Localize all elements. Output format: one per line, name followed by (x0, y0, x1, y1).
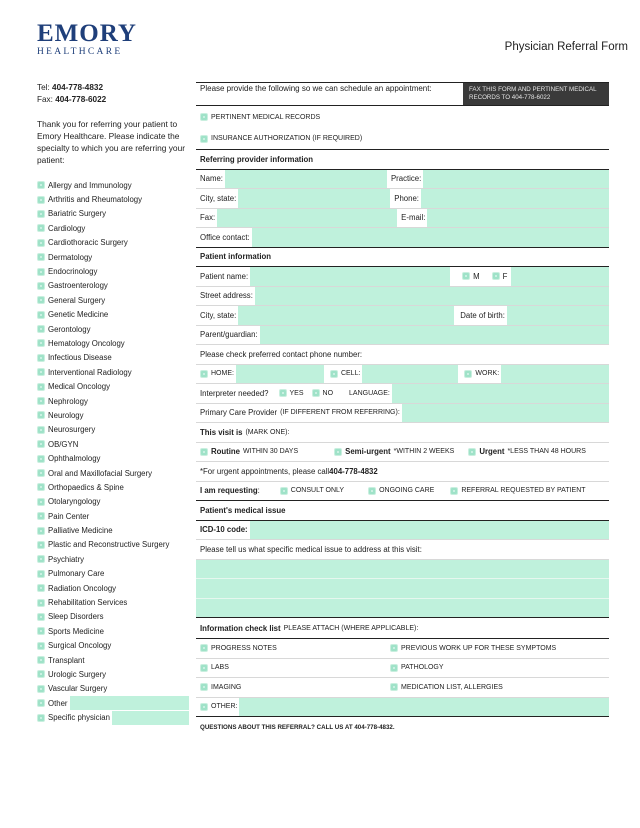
specialty-checkbox[interactable] (37, 555, 45, 563)
specialty-item[interactable] (37, 279, 189, 293)
specialty-item[interactable] (37, 207, 189, 221)
specialty-item[interactable] (37, 667, 189, 681)
pathology-label: PATHOLOGY (401, 664, 444, 672)
specialty-item[interactable] (37, 394, 189, 408)
patient-name-label: Patient name: (200, 271, 249, 281)
requesting-colon: : (257, 486, 260, 496)
patient-request-option[interactable] (450, 487, 585, 495)
insurance-label: INSURANCE AUTHORIZATION (IF REQUIRED) (211, 135, 363, 142)
checklist-row-1 (196, 639, 609, 659)
specialty-checkbox[interactable] (37, 311, 45, 319)
specialty-item[interactable] (37, 451, 189, 465)
specialty-item[interactable] (37, 509, 189, 523)
specialty-item[interactable] (37, 639, 189, 653)
visit-urgent-option[interactable] (468, 447, 586, 456)
ref-fax-input[interactable] (217, 209, 397, 228)
tel-number: 404-778-4832 (52, 83, 104, 92)
specialty-checkbox[interactable] (37, 411, 45, 419)
specialty-checkbox[interactable] (37, 253, 45, 261)
tel-label: Tel: (37, 83, 53, 92)
home-input[interactable] (236, 365, 324, 384)
logo-wordmark: EMORY (37, 20, 137, 47)
semi-label: Semi-urgent (345, 447, 391, 457)
specialty-item[interactable] (37, 351, 189, 365)
specialty-item[interactable] (37, 178, 189, 192)
pathology-checkbox[interactable] (390, 664, 398, 672)
attach-records-row (196, 106, 609, 128)
specialty-checkbox[interactable] (37, 627, 45, 635)
specialty-label: Infectious Disease (48, 353, 112, 363)
specialty-checkbox[interactable] (37, 282, 45, 290)
progress-checkbox[interactable] (200, 644, 208, 652)
specialty-label: Surgical Oncology (48, 641, 112, 651)
office-contact-label: Office contact: (200, 232, 250, 242)
referring-fax-row (196, 209, 609, 229)
specialty-other (37, 696, 189, 710)
specialty-checkbox[interactable] (37, 512, 45, 520)
ongoing-option[interactable] (368, 487, 434, 495)
specialty-checkbox[interactable] (37, 656, 45, 664)
office-contact-row (196, 228, 609, 248)
work-checkbox[interactable] (464, 370, 472, 378)
work-input[interactable] (501, 365, 609, 384)
pcp-label: Primary Care Provider (200, 408, 278, 418)
attach-insurance-row (196, 128, 609, 150)
specialty-label: Psychiatry (48, 554, 84, 564)
issue-text-line-1[interactable] (196, 560, 609, 580)
sex-m-option[interactable] (462, 272, 480, 281)
checklist-row-2 (196, 659, 609, 679)
name-input[interactable] (225, 170, 387, 189)
pcp-input[interactable] (402, 404, 609, 423)
specialty-label: Oral and Maxillofacial Surgery (48, 468, 153, 478)
specialty-label: Endocrinology (48, 267, 98, 277)
previous-workup-option[interactable] (390, 644, 556, 652)
specialty-label: Hematology Oncology (48, 338, 125, 348)
sex-f-option[interactable] (492, 272, 508, 281)
specialty-label: Arthritis and Rheumatology (48, 195, 143, 205)
specialty-checkbox[interactable] (37, 196, 45, 204)
other-checkbox[interactable] (37, 699, 45, 707)
records-checkbox[interactable] (200, 113, 208, 121)
specialty-item[interactable] (37, 365, 189, 379)
city-state-input[interactable] (238, 189, 390, 208)
phone-prompt-row: Please check preferred contact phone number: (196, 345, 609, 365)
specialty-label: Neurology (48, 410, 84, 420)
urgent-call-text: *For urgent appointments, please call (200, 466, 330, 476)
specialty-item[interactable] (37, 437, 189, 451)
logo-subtitle: HEALTHCARE (37, 47, 123, 57)
other-label: Other (48, 698, 68, 708)
specialty-item[interactable] (37, 379, 189, 393)
phone-input[interactable] (421, 189, 609, 208)
specialty-label: Allergy and Immunology (48, 180, 132, 190)
specialty-label: Gerontology (48, 324, 91, 334)
fax-label: Fax: (37, 95, 56, 104)
specialty-label: Plastic and Reconstructive Surgery (48, 540, 170, 550)
office-contact-input[interactable] (252, 228, 609, 247)
medication-option[interactable] (390, 683, 503, 691)
specialty-item[interactable] (37, 480, 189, 494)
email-input[interactable] (427, 209, 609, 228)
urgent-checkbox[interactable] (468, 448, 476, 456)
specific-physician-label: Specific physician (48, 713, 110, 723)
practice-input[interactable] (423, 170, 609, 189)
specialty-checkbox[interactable] (37, 426, 45, 434)
patient-city-row (196, 306, 609, 326)
specialty-checkbox[interactable] (37, 181, 45, 189)
specialty-item[interactable] (37, 682, 189, 696)
checklist-other-label: OTHER: (211, 703, 238, 711)
patient-city-label: City, state: (200, 310, 237, 320)
specialty-checkbox[interactable] (37, 224, 45, 232)
labs-label: LABS (211, 664, 229, 672)
patient-name-input[interactable] (250, 267, 450, 286)
specialty-item[interactable] (37, 653, 189, 667)
specialty-label: OB/GYN (48, 439, 79, 449)
checklist-title-row (196, 618, 609, 639)
specialty-item[interactable] (37, 322, 189, 336)
labs-checkbox[interactable] (200, 664, 208, 672)
urgent-note: *LESS THAN 48 HOURS (507, 448, 586, 456)
visit-label: This visit is (200, 427, 243, 437)
specialty-label: Palliative Medicine (48, 526, 113, 536)
icd-input[interactable] (250, 521, 609, 540)
specialty-item[interactable] (37, 610, 189, 624)
specialty-checkbox[interactable] (37, 584, 45, 592)
specialty-checkbox[interactable] (37, 685, 45, 693)
specialty-item[interactable] (37, 408, 189, 422)
imaging-option[interactable] (200, 683, 390, 691)
specialty-label: Pain Center (48, 511, 90, 521)
fax-number: 404-778-6022 (55, 95, 107, 104)
consult-checkbox[interactable] (280, 487, 288, 495)
specialty-label: Vascular Surgery (48, 684, 108, 694)
specialty-checkbox[interactable] (37, 210, 45, 218)
visit-label-row (196, 423, 609, 443)
specific-physician-input[interactable] (112, 711, 189, 725)
cell-label: CELL: (340, 370, 361, 378)
specialty-item[interactable] (37, 552, 189, 566)
form-title: Physician Referral Form (504, 41, 628, 53)
icd-row (196, 521, 609, 541)
specialty-checkbox[interactable] (37, 670, 45, 678)
specific-physician-checkbox[interactable] (37, 714, 45, 722)
guardian-row (196, 326, 609, 346)
practice-label: Practice: (390, 174, 422, 184)
specialty-checkbox[interactable] (37, 368, 45, 376)
visit-label-note: (MARK ONE): (245, 428, 290, 436)
patient-request-label: REFERRAL REQUESTED BY PATIENT (461, 487, 586, 495)
semi-checkbox[interactable] (334, 448, 342, 456)
specialty-label: Nephrology (48, 396, 88, 406)
imaging-checkbox[interactable] (200, 683, 208, 691)
ongoing-label: ONGOING CARE (379, 487, 435, 495)
visit-semi-option[interactable] (334, 447, 454, 456)
issue-prompt-row: Please tell us what specific medical issue to address at this visit: (196, 540, 609, 560)
specialty-checkbox[interactable] (37, 570, 45, 578)
sex-m-checkbox[interactable] (462, 272, 470, 280)
routine-label: Routine (211, 447, 241, 457)
patient-section-title: Patient information (196, 248, 609, 268)
specialty-checkbox[interactable] (37, 483, 45, 491)
patient-city-input[interactable] (238, 306, 454, 325)
specialty-label: General Surgery (48, 295, 106, 305)
routine-note: WITHIN 30 DAYS (243, 448, 299, 456)
pcp-row (196, 404, 609, 424)
semi-note: *WITHIN 2 WEEKS (393, 448, 455, 456)
referring-city-row (196, 189, 609, 209)
specialty-label: Orthopaedics & Spine (48, 482, 124, 492)
sex-fill (511, 267, 609, 286)
footer-note: QUESTIONS ABOUT THIS REFERRAL? CALL US AT 404-778-4832. (200, 724, 395, 731)
pathology-option[interactable] (390, 664, 444, 672)
specialty-checkbox[interactable] (37, 339, 45, 347)
specialty-item[interactable] (37, 595, 189, 609)
contact-info (37, 82, 189, 106)
specialty-checkbox[interactable] (37, 296, 45, 304)
visit-routine-option[interactable] (200, 447, 298, 456)
specialty-label: Dermatology (48, 252, 93, 262)
specialty-checkbox[interactable] (37, 239, 45, 247)
sex-f-label: F (502, 271, 508, 281)
specialty-item[interactable] (37, 538, 189, 552)
specialty-item[interactable] (37, 495, 189, 509)
issue-section-title: Patient's medical issue (196, 501, 609, 521)
consult-option[interactable] (280, 487, 344, 495)
specialty-checkbox[interactable] (37, 383, 45, 391)
records-label: PERTINENT MEDICAL RECORDS (211, 113, 321, 121)
referring-name-row (196, 170, 609, 190)
sex-f-checkbox[interactable] (492, 272, 500, 280)
specialty-item[interactable] (37, 221, 189, 235)
checklist-other-row (196, 698, 609, 718)
specialty-item[interactable] (37, 264, 189, 278)
phone-label: Phone: (394, 193, 419, 203)
form-header (196, 82, 609, 106)
work-label: WORK: (475, 370, 500, 378)
address-row (196, 287, 609, 307)
guardian-input[interactable] (260, 326, 609, 345)
specialty-item[interactable] (37, 466, 189, 480)
specialty-checkbox[interactable] (37, 527, 45, 535)
specialty-item[interactable] (37, 624, 189, 638)
dob-label: Date of birth: (460, 310, 505, 320)
specialty-item[interactable] (37, 581, 189, 595)
specialty-item[interactable] (37, 567, 189, 581)
specialty-label: Cardiology (48, 223, 86, 233)
form-main (196, 82, 609, 717)
specialty-checkbox[interactable] (37, 354, 45, 362)
yes-label: YES (289, 389, 304, 397)
imaging-label: IMAGING (211, 683, 242, 691)
email-label: E-mail: (401, 213, 426, 223)
interpreter-no[interactable] (312, 389, 334, 397)
specialty-item[interactable] (37, 236, 189, 250)
specialty-checkbox[interactable] (37, 642, 45, 650)
specialty-label: Pulmonary Care (48, 569, 105, 579)
checklist-other-checkbox[interactable] (200, 703, 208, 711)
patient-name-row (196, 267, 609, 287)
specialty-checkbox[interactable] (37, 613, 45, 621)
address-input[interactable] (255, 287, 609, 306)
cell-checkbox[interactable] (330, 370, 338, 378)
specialty-list (37, 178, 189, 696)
specialty-label: Interventional Radiology (48, 367, 132, 377)
specialty-label: Radiation Oncology (48, 583, 117, 593)
language-label: LANGUAGE: (349, 389, 390, 397)
specialty-label: Urologic Surgery (48, 669, 107, 679)
specialty-label: Bariatric Surgery (48, 209, 107, 219)
checklist-row-3 (196, 678, 609, 698)
specialty-checkbox[interactable] (37, 469, 45, 477)
guardian-label: Parent/guardian: (200, 330, 258, 340)
medication-label: MEDICATION LIST, ALLERGIES (401, 683, 503, 691)
specialty-checkbox[interactable] (37, 455, 45, 463)
specialty-label: Transplant (48, 655, 85, 665)
city-state-label: City, state: (200, 193, 237, 203)
issue-text-line-2[interactable] (196, 579, 609, 599)
labs-option[interactable] (200, 664, 390, 672)
language-input[interactable] (392, 384, 609, 403)
emory-healthcare-logo (37, 20, 137, 57)
interpreter-row (196, 384, 609, 404)
checklist-note: PLEASE ATTACH (WHERE APPLICABLE): (283, 624, 419, 632)
specialty-item[interactable] (37, 523, 189, 537)
left-column (37, 82, 189, 725)
header-message: Please provide the following so we can schedule an appointment: (200, 84, 432, 93)
home-label: HOME: (211, 370, 234, 378)
previous-checkbox[interactable] (390, 644, 398, 652)
checklist-title: Information check list (200, 623, 281, 633)
specialty-item[interactable] (37, 423, 189, 437)
checklist-other-input[interactable] (239, 698, 609, 717)
specialty-label: Sleep Disorders (48, 612, 104, 622)
specialty-checkbox[interactable] (37, 599, 45, 607)
specialty-checkbox[interactable] (37, 325, 45, 333)
specialty-item[interactable] (37, 336, 189, 350)
specialty-label: Neurosurgery (48, 425, 96, 435)
phone-options-row (196, 365, 609, 385)
other-input[interactable] (70, 696, 190, 710)
specialty-label: Sports Medicine (48, 626, 104, 636)
specialty-label: Cardiothoracic Surgery (48, 238, 128, 248)
specialty-label: Gastroenterology (48, 281, 108, 291)
sex-m-label: M (473, 271, 480, 281)
specialty-label: Rehabilitation Services (48, 598, 128, 608)
insurance-checkbox[interactable] (200, 135, 208, 143)
routine-checkbox[interactable] (200, 448, 208, 456)
icd-label: ICD-10 code: (200, 525, 248, 535)
specialty-item[interactable] (37, 293, 189, 307)
specialty-checkbox[interactable] (37, 268, 45, 276)
referring-section-title: Referring provider information (196, 150, 609, 170)
specialty-physician (37, 710, 189, 724)
medication-checkbox[interactable] (390, 683, 398, 691)
no-label: NO (322, 389, 334, 397)
specialty-item[interactable] (37, 250, 189, 264)
patient-request-checkbox[interactable] (450, 487, 458, 495)
requesting-label: I am requesting (200, 486, 258, 496)
progress-notes-option[interactable] (200, 644, 390, 652)
urgent-call-phone: 404-778-4832 (329, 466, 378, 476)
ref-fax-label: Fax: (200, 213, 216, 223)
ongoing-checkbox[interactable] (368, 487, 376, 495)
previous-label: PREVIOUS WORK UP FOR THESE SYMPTOMS (401, 644, 557, 652)
fax-note-box: FAX THIS FORM AND PERTINENT MEDICAL RECORDS TO 404-778-6022 (463, 83, 609, 105)
requesting-row (196, 482, 609, 502)
specialty-checkbox[interactable] (37, 397, 45, 405)
dob-input[interactable] (507, 306, 609, 325)
name-label: Name: (200, 174, 223, 184)
home-checkbox[interactable] (200, 370, 208, 378)
issue-text-line-3[interactable] (196, 599, 609, 619)
specialty-checkbox[interactable] (37, 541, 45, 549)
specialty-label: Otolaryngology (48, 497, 101, 507)
pcp-note: (IF DIFFERENT FROM REFERRING): (280, 409, 400, 417)
intro-text: Thank you for referring your patient to Emory Healthcare. Please indicate the specialty to which you are referring your patient: (37, 119, 186, 165)
specialty-label: Genetic Medicine (48, 310, 109, 320)
urgent-call-row (196, 462, 609, 482)
address-label: Street address: (200, 291, 253, 301)
consult-label: CONSULT ONLY (290, 487, 345, 495)
specialty-checkbox[interactable] (37, 440, 45, 448)
yes-checkbox[interactable] (279, 389, 287, 397)
specialty-item[interactable] (37, 192, 189, 206)
no-checkbox[interactable] (312, 389, 320, 397)
specialty-checkbox[interactable] (37, 498, 45, 506)
urgent-label: Urgent (479, 447, 505, 457)
interpreter-yes[interactable] (279, 389, 304, 397)
specialty-label: Medical Oncology (48, 382, 110, 392)
progress-label: PROGRESS NOTES (211, 644, 277, 652)
visit-options-row (196, 443, 609, 463)
specialty-label: Ophthalmology (48, 454, 101, 464)
interpreter-label: Interpreter needed? (200, 388, 269, 398)
specialty-item[interactable] (37, 308, 189, 322)
cell-input[interactable] (362, 365, 458, 384)
